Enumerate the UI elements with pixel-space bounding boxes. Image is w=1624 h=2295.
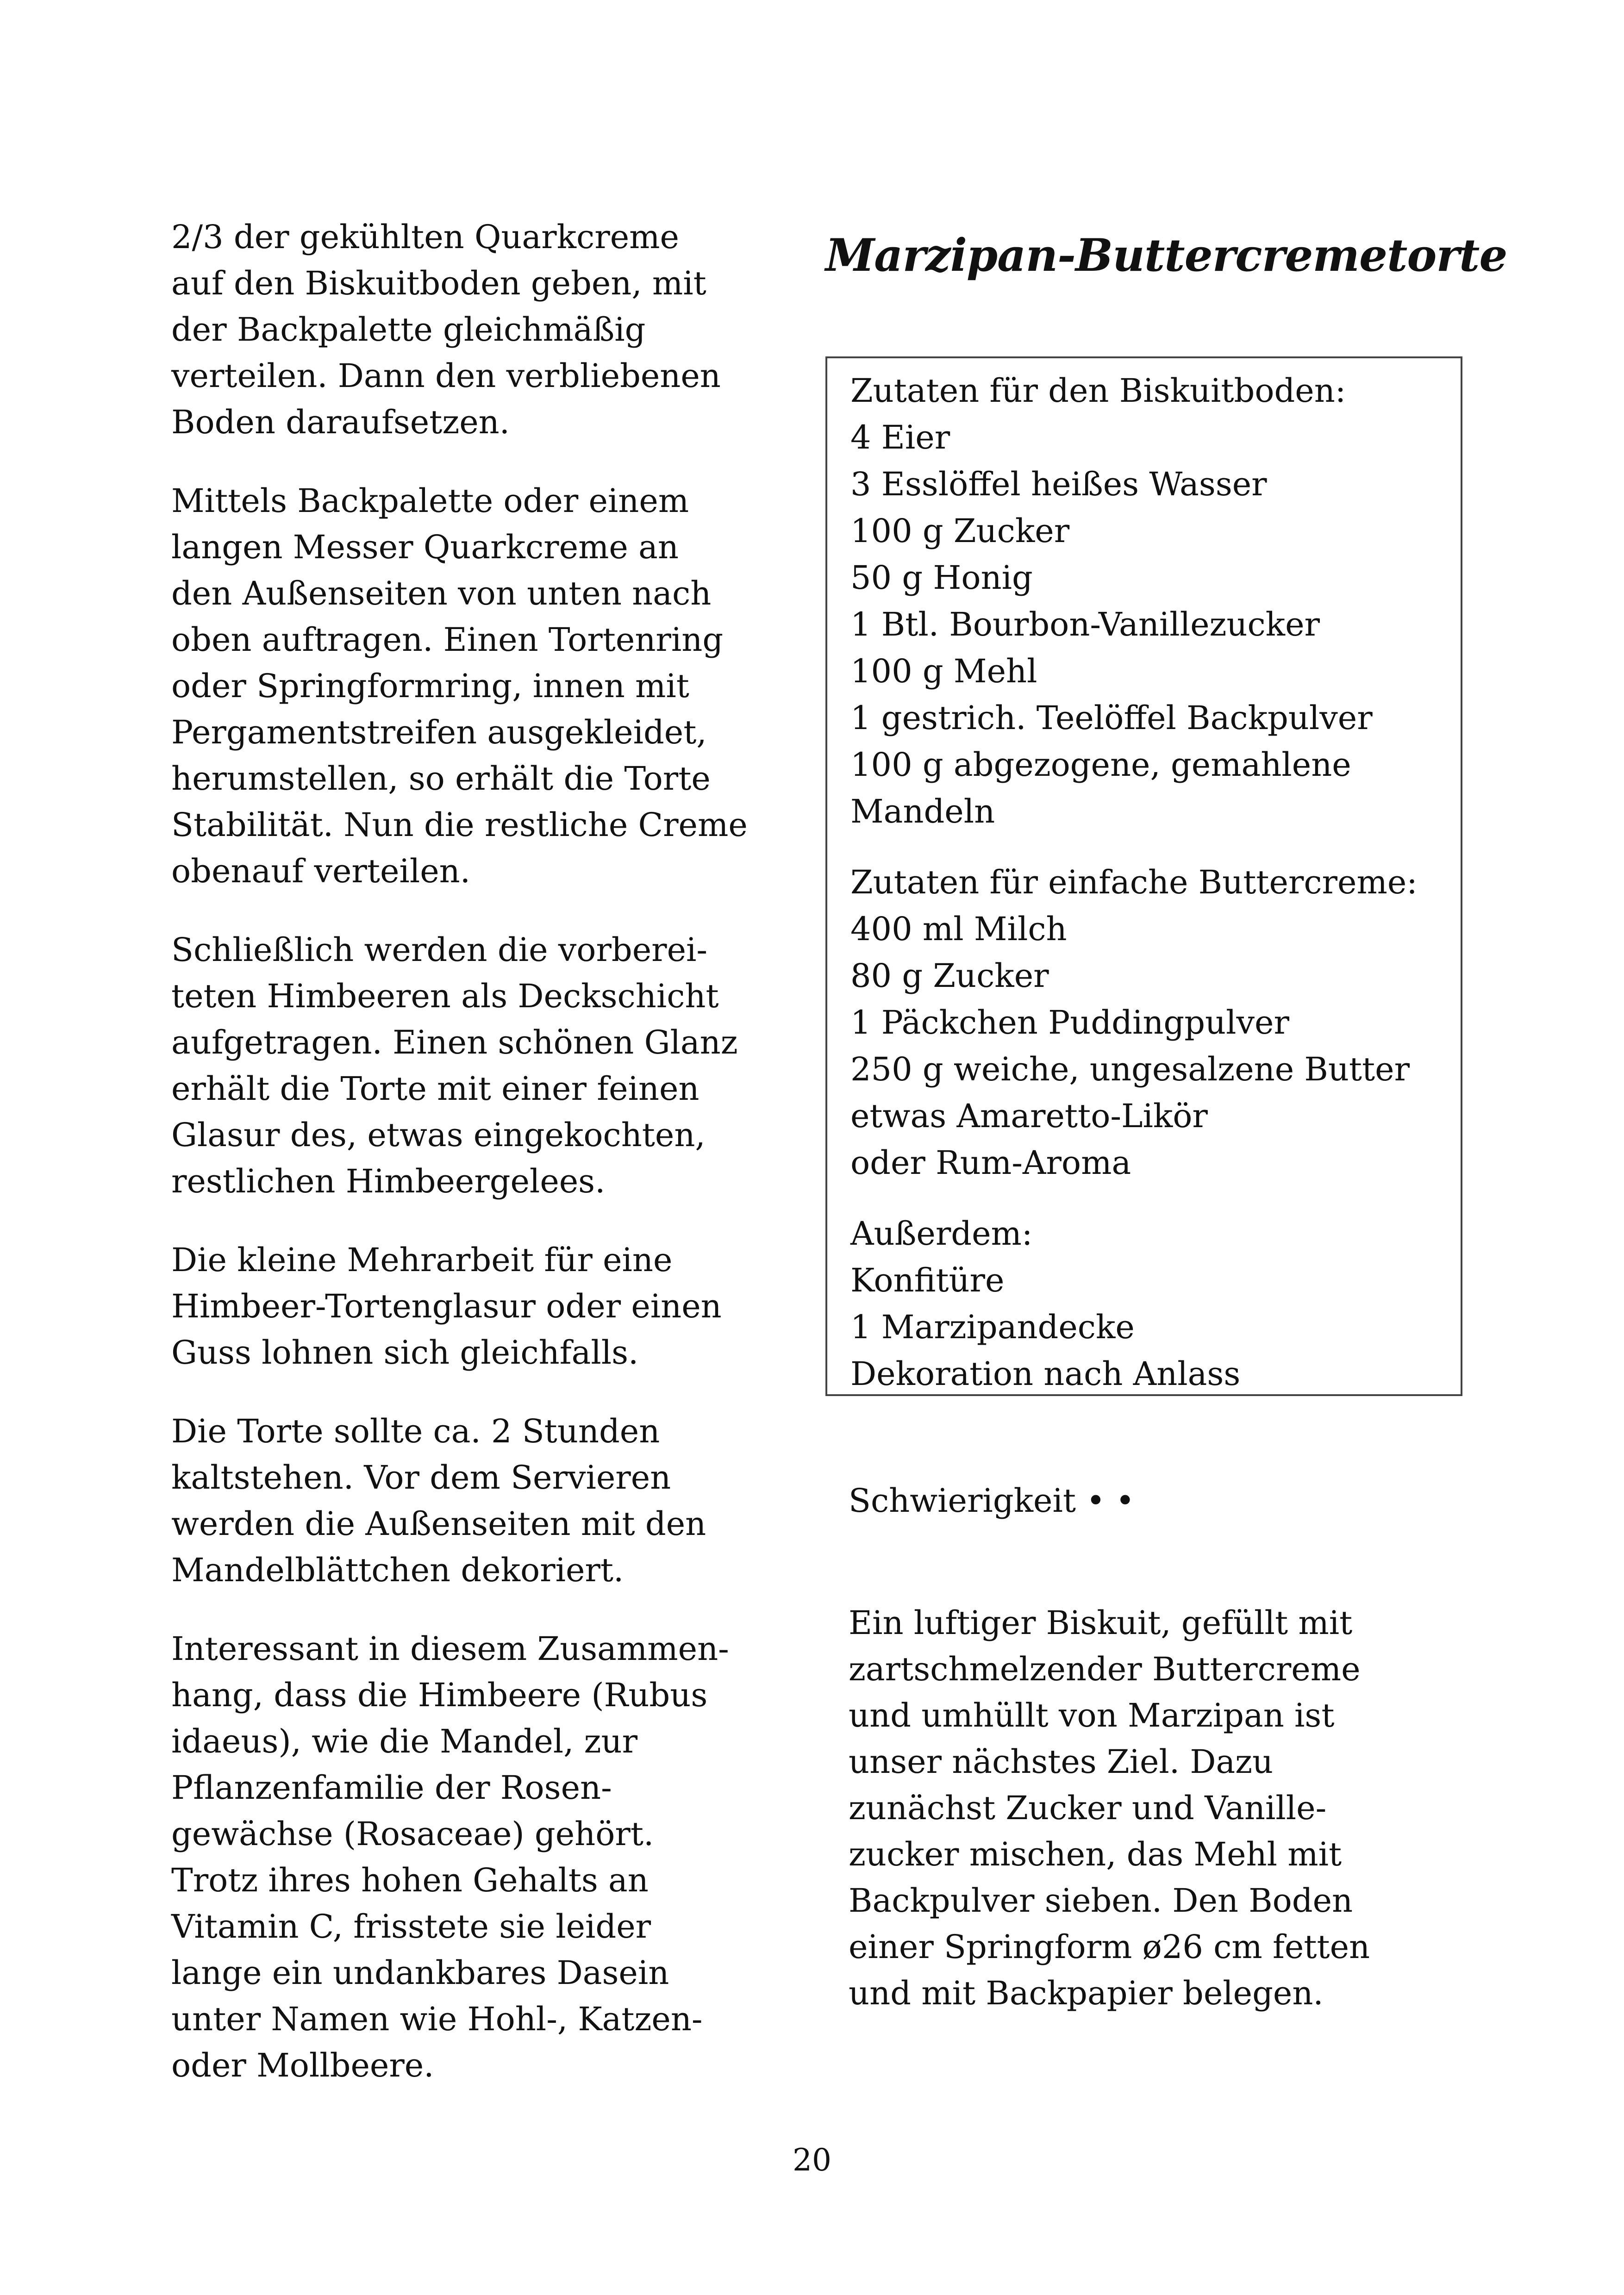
ingredient-line: 50 g Honig xyxy=(850,559,1033,597)
ingredient-line: 1 Btl. Bourbon-Vanillezucker xyxy=(850,605,1320,643)
paragraph-outer-sides: Mittels Backpalette oder einem langen Messer Quarkcreme an den Außenseiten von unten nach oben auftragen. Einen Tortenring oder Springformring, innen mit Pergamentstreifen ausgekleidet, herumstellen, so erhält die Torte Stabilität. Nun die restliche Creme obenauf verteilen. xyxy=(171,482,748,890)
paragraph-glaze-note: Die kleine Mehrarbeit für eine Himbeer-Tortenglasur oder einen Guss lohnen sich gleichfalls. xyxy=(171,1241,722,1372)
ingredient-group-heading: Außerdem: xyxy=(850,1215,1033,1253)
ingredient-line: Dekoration nach Anlass xyxy=(850,1355,1241,1393)
ingredient-line: 4 Eier xyxy=(850,418,950,456)
page-number: 20 xyxy=(793,2142,831,2178)
ingredient-line: oder Rum-Aroma xyxy=(850,1144,1131,1182)
ingredient-line: 80 g Zucker xyxy=(850,957,1049,995)
ingredient-line: 100 g abgezogene, gemahlene xyxy=(850,746,1351,784)
ingredient-group-heading: Zutaten für den Biskuitboden: xyxy=(850,372,1346,410)
ingredient-line: etwas Amaretto-Likör xyxy=(850,1097,1208,1135)
ingredient-line: 250 g weiche, ungesalzene Butter xyxy=(850,1050,1410,1088)
ingredient-group-sponge xyxy=(850,368,1437,835)
paragraph-raspberry-topping: Schließlich werden die vorberei- teten Himbeeren als Deckschicht aufgetragen. Einen schönen Glanz erhält die Torte mit einer feinen Glasur des, etwas eingekochten, restlichen Himbeergelees. xyxy=(171,931,738,1200)
paragraph-raspberry-facts: Interessant in diesem Zusammen- hang, dass die Himbeere (Rubus idaeus), wie die Mandel, zur Pflanzenfamilie der Rosen- gewächse (Rosaceae) gehört. Trotz ihres hohen Gehalts an Vitamin C, frisstete sie leider lange ein undankbares Dasein unter Namen wie Hohl-, Katzen- oder Mollbeere. xyxy=(171,1630,729,2084)
ingredient-group-buttercream xyxy=(850,859,1437,1186)
right-column xyxy=(825,214,1507,297)
ingredient-line: 1 Marzipandecke xyxy=(850,1308,1135,1346)
ingredient-group-heading: Zutaten für einfache Buttercreme: xyxy=(850,863,1418,901)
ingredient-line: 1 Päckchen Puddingpulver xyxy=(850,1004,1289,1041)
ingredient-line: 1 gestrich. Teelöffel Backpulver xyxy=(850,699,1373,737)
ingredients-box xyxy=(825,356,1462,1396)
difficulty-rating: Schwierigkeit • • xyxy=(849,1482,1135,1520)
ingredient-line: 100 g Mehl xyxy=(850,652,1037,690)
recipe-intro-text: Ein luftiger Biskuit, gefüllt mit zartschmelzender Buttercreme und umhüllt von Marzipan ist unser nächstes Ziel. Dazu zunächst Zucker und Vanille- zucker mischen, das Mehl mit Backpulver sieben. Den Boden einer Springform ø26 cm fetten und mit Backpapier belegen. xyxy=(849,1604,1370,2012)
ingredient-group-extras xyxy=(850,1210,1437,1397)
paragraph-quarkcreme-spread: 2/3 der gekühlten Quarkcreme auf den Biskuitboden geben, mit der Backpalette gleichmäßig verteilen. Dann den verbliebenen Boden daraufsetzen. xyxy=(171,218,721,441)
ingredient-line: Konfitüre xyxy=(850,1261,1005,1299)
ingredient-line: 100 g Zucker xyxy=(850,512,1070,550)
left-column xyxy=(171,214,773,2121)
recipe-intro xyxy=(849,1600,1464,2049)
ingredient-line: Mandeln xyxy=(850,792,995,830)
recipe-title: Marzipan-Buttercremetorte xyxy=(825,229,1507,281)
ingredient-line: 400 ml Milch xyxy=(850,910,1067,948)
ingredient-line: 3 Esslöffel heißes Wasser xyxy=(850,465,1267,503)
paragraph-chill-decorate: Die Torte sollte ca. 2 Stunden kaltstehen. Vor dem Servieren werden die Außenseiten mit den Mandelblättchen dekoriert. xyxy=(171,1412,706,1589)
